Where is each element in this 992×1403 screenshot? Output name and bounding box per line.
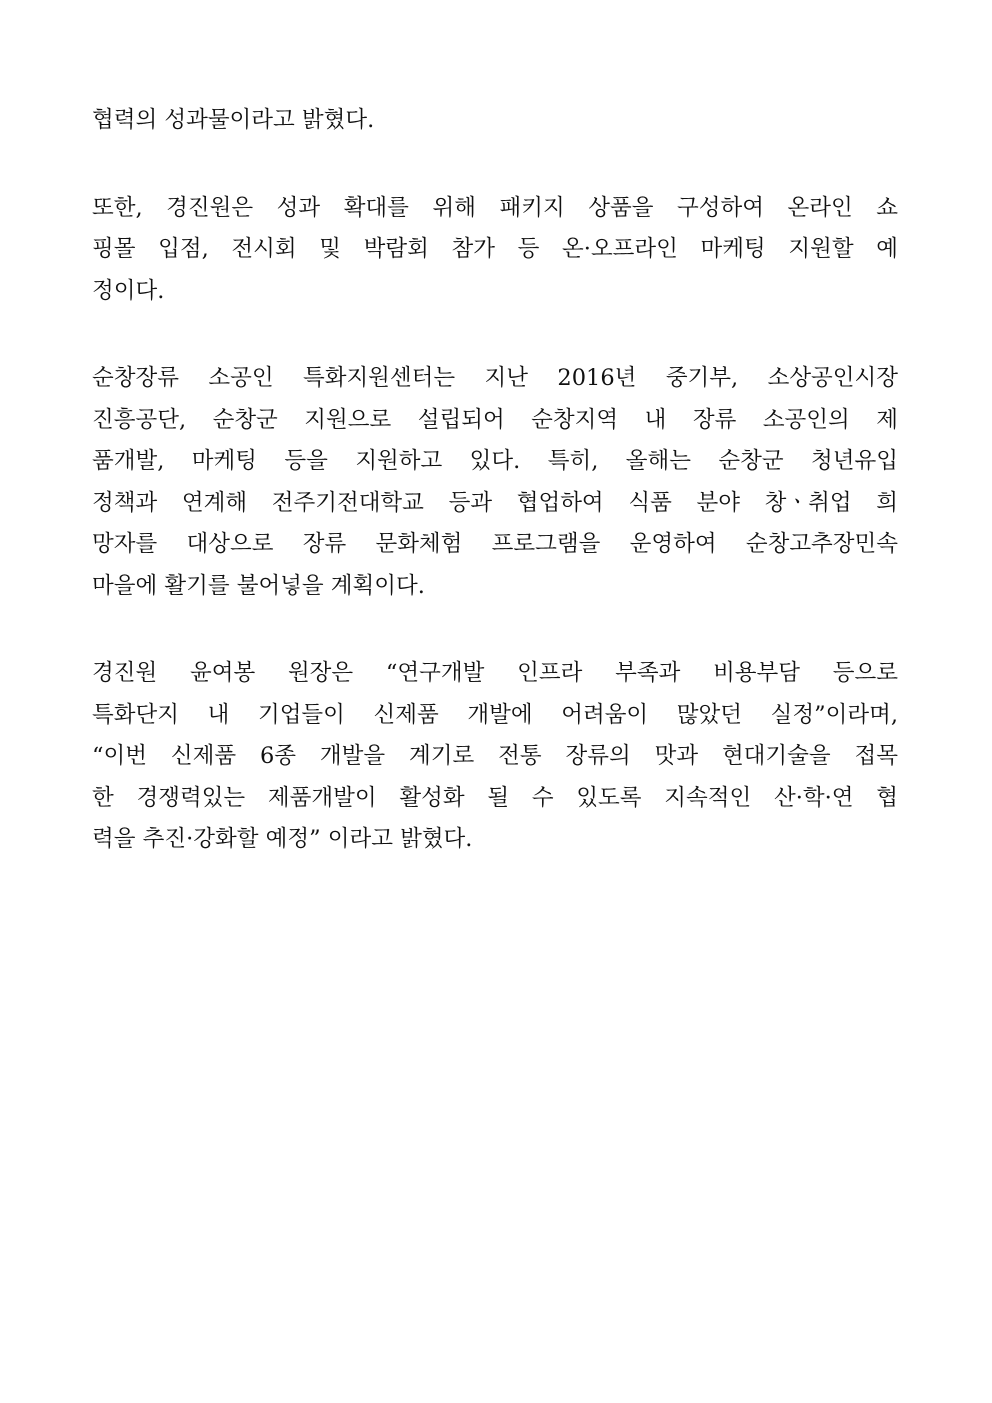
paragraph-4	[92, 653, 898, 861]
text-line: 순창장류 소공인 특화지원센터는 지난 2016년 중기부, 소상공인시장	[92, 365, 898, 391]
text-line: 정이다.	[92, 277, 165, 304]
text-line: 협력의 성과물이라고 밝혔다.	[92, 107, 375, 133]
paragraph-1	[92, 100, 898, 142]
text-line: 진흥공단, 순창군 지원으로 설립되어 순창지역 내 장류 소공인의 제	[92, 406, 898, 433]
text-line: “이번 신제품 6종 개발을 계기로 전통 장류의 맛과 현대기술을 접목	[92, 743, 898, 769]
text-line: 또한, 경진원은 성과 확대를 위해 패키지 상품을 구성하여 온라인 쇼	[92, 194, 898, 221]
paragraph-3	[92, 358, 898, 607]
text-line: 품개발, 마케팅 등을 지원하고 있다. 특히, 올해는 순창군 청년유입	[92, 448, 898, 474]
document-body	[92, 100, 898, 907]
text-line: 력을 추진·강화할 예정” 이라고 밝혔다.	[92, 826, 473, 852]
text-line: 정책과 연계해 전주기전대학교 등과 협업하여 식품 분야 창ㆍ취업 희	[92, 489, 898, 516]
text-line: 경진원 윤여봉 원장은 “연구개발 인프라 부족과 비용부담 등으로	[92, 660, 898, 686]
text-line: 마을에 활기를 불어넣을 계획이다.	[92, 572, 425, 599]
text-line: 핑몰 입점, 전시회 및 박람회 참가 등 온·오프라인 마케팅 지원할 예	[92, 236, 898, 262]
text-line: 특화단지 내 기업들이 신제품 개발에 어려움이 많았던 실정”이라며,	[92, 701, 898, 728]
paragraph-2	[92, 188, 898, 313]
text-line: 한 경쟁력있는 제품개발이 활성화 될 수 있도록 지속적인 산·학·연 협	[92, 784, 898, 811]
text-line: 망자를 대상으로 장류 문화체험 프로그램을 운영하여 순창고추장민속	[92, 531, 898, 557]
